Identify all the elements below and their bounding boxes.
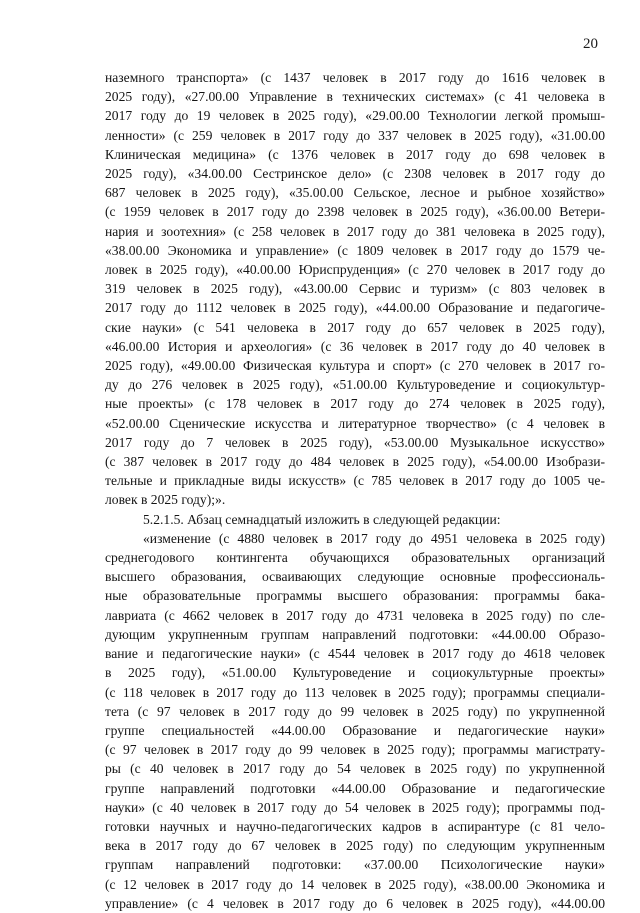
text-line: в 2025 году), «51.00.00 Культуроведение и социокультурные проекты»: [105, 665, 605, 681]
text-line: 2025 году), «27.00.00 Управление в технических системах» (с 41 человека в: [105, 89, 605, 105]
text-line: 5.2.1.5. Абзац семнадцатый изложить в следующей редакции:: [143, 511, 501, 527]
text-line: 2025 году), «49.00.00 Физическая культура и спорт» (с 270 человек в 2017 го-: [105, 358, 605, 374]
text-line: 687 человек в 2025 году), «35.00.00 Сельское, лесное и рыбное хозяйство»: [105, 185, 605, 201]
text-line: ные образовательные программы высшего образования: программы бака-: [105, 588, 605, 604]
text-line: «изменение (с 4880 человек в 2017 году до 4951 человека в 2025 году): [143, 530, 605, 546]
paragraph-section-heading: [105, 510, 605, 529]
text-line: «46.00.00 История и археология» (с 36 человек в 2017 году до 40 человек в: [105, 338, 605, 354]
text-line: ленности» (с 259 человек в 2017 году до 337 человек в 2025 году), «31.00.00: [105, 127, 605, 143]
text-line: ские науки» (с 541 человека в 2017 году до 657 человек в 2025 году),: [105, 319, 605, 335]
text-line: 319 человек в 2025 году), «43.00.00 Сервис и туризм» (с 803 человек в: [105, 281, 605, 297]
page-number: 20: [583, 36, 598, 52]
text-line: высшего образования, осваивающих следующие основные профессиональ-: [105, 569, 605, 585]
text-line: Клиническая медицина» (с 1376 человек в 2017 году до 698 человек в: [105, 146, 605, 162]
text-line: ловек в 2025 году), «40.00.00 Юриспруденция» (с 270 человек в 2017 году до: [105, 262, 605, 278]
text-line: наземного транспорта» (с 1437 человек в 2017 году до 1616 человек в: [105, 70, 605, 85]
text-line: «52.00.00 Сценические искусства и литературное творчество» (с 4 человек в: [105, 415, 605, 431]
document-body: [105, 68, 605, 913]
paragraph-new-wording: [105, 529, 605, 913]
text-line: науки» (с 40 человек в 2017 году до 54 человек в 2025 году); программы под-: [105, 799, 605, 815]
text-line: ловек в 2025 году);».: [105, 492, 226, 508]
text-line: 2017 году до 7 человек в 2025 году), «53.00.00 Музыкальное искусство»: [105, 434, 605, 450]
text-line: готовки научных и научно-педагогических кадров в аспирантуре (с 81 чело-: [105, 818, 605, 834]
text-line: группе специальностей «44.00.00 Образование и педагогические науки»: [105, 722, 605, 738]
text-line: (с 12 человек в 2017 году до 14 человек в 2025 году), «38.00.00 Экономика и: [105, 876, 605, 892]
text-line: ду до 276 человек в 2025 году), «51.00.00 Культуроведение и социокультур-: [105, 377, 605, 393]
text-line: группам направлений подготовки: «37.00.00 Психологические науки»: [105, 857, 605, 873]
text-line: тета (с 97 человек в 2017 году до 99 человек в 2025 году) по укрупненной: [105, 703, 605, 719]
text-line: группе направлений подготовки «44.00.00 Образование и педагогические: [105, 780, 605, 796]
text-line: (с 387 человек в 2017 году до 484 человек в 2025 году), «54.00.00 Изобрази-: [105, 454, 605, 470]
text-line: ные проекты» (с 178 человек в 2017 году до 274 человек в 2025 году),: [105, 396, 605, 412]
text-line: (с 118 человек в 2017 году до 113 человек в 2025 году); программы специали-: [105, 684, 605, 700]
text-line: среднегодового контингента обучающихся образовательных организаций: [105, 550, 605, 566]
text-line: (с 1959 человек в 2017 году до 2398 человек в 2025 году), «36.00.00 Ветери-: [105, 204, 605, 220]
text-line: «38.00.00 Экономика и управление» (с 1809 человек в 2017 году до 1579 че-: [105, 242, 605, 258]
text-line: дующим укрупненным группам направлений подготовки: «44.00.00 Образо-: [105, 626, 605, 642]
text-line: управление» (с 4 человек в 2017 году до 6 человек в 2025 году), «44.00.00: [105, 895, 605, 911]
text-line: нария и зоотехния» (с 258 человек в 2017 году до 381 человека в 2025 году),: [105, 223, 605, 239]
text-line: вание и педагогические науки» (с 4544 человек в 2017 году до 4618 человек: [105, 646, 605, 662]
text-line: 2025 году), «34.00.00 Сестринское дело» (с 2308 человек в 2017 году до: [105, 166, 605, 182]
text-line: ры (с 40 человек в 2017 году до 54 человек в 2025 году) по укрупненной: [105, 761, 605, 777]
text-line: 2017 году до 1112 человек в 2025 году), «44.00.00 Образование и педагогиче-: [105, 300, 605, 316]
text-line: (с 97 человек в 2017 году до 99 человек в 2025 году); программы магистрату-: [105, 742, 605, 758]
text-line: 2017 году до 19 человек в 2025 году), «29.00.00 Технологии легкой промыш-: [105, 108, 605, 124]
text-line: тельные и прикладные виды искусств» (с 785 человек в 2017 году до 1005 че-: [105, 473, 605, 489]
text-line: лавриата (с 4662 человек в 2017 году до 4731 человека в 2025 году) по сле-: [105, 607, 605, 623]
text-line: века в 2017 году до 67 человек в 2025 году) по следующим укрупненным: [105, 838, 605, 854]
paragraph-list-continuation: [105, 68, 605, 510]
